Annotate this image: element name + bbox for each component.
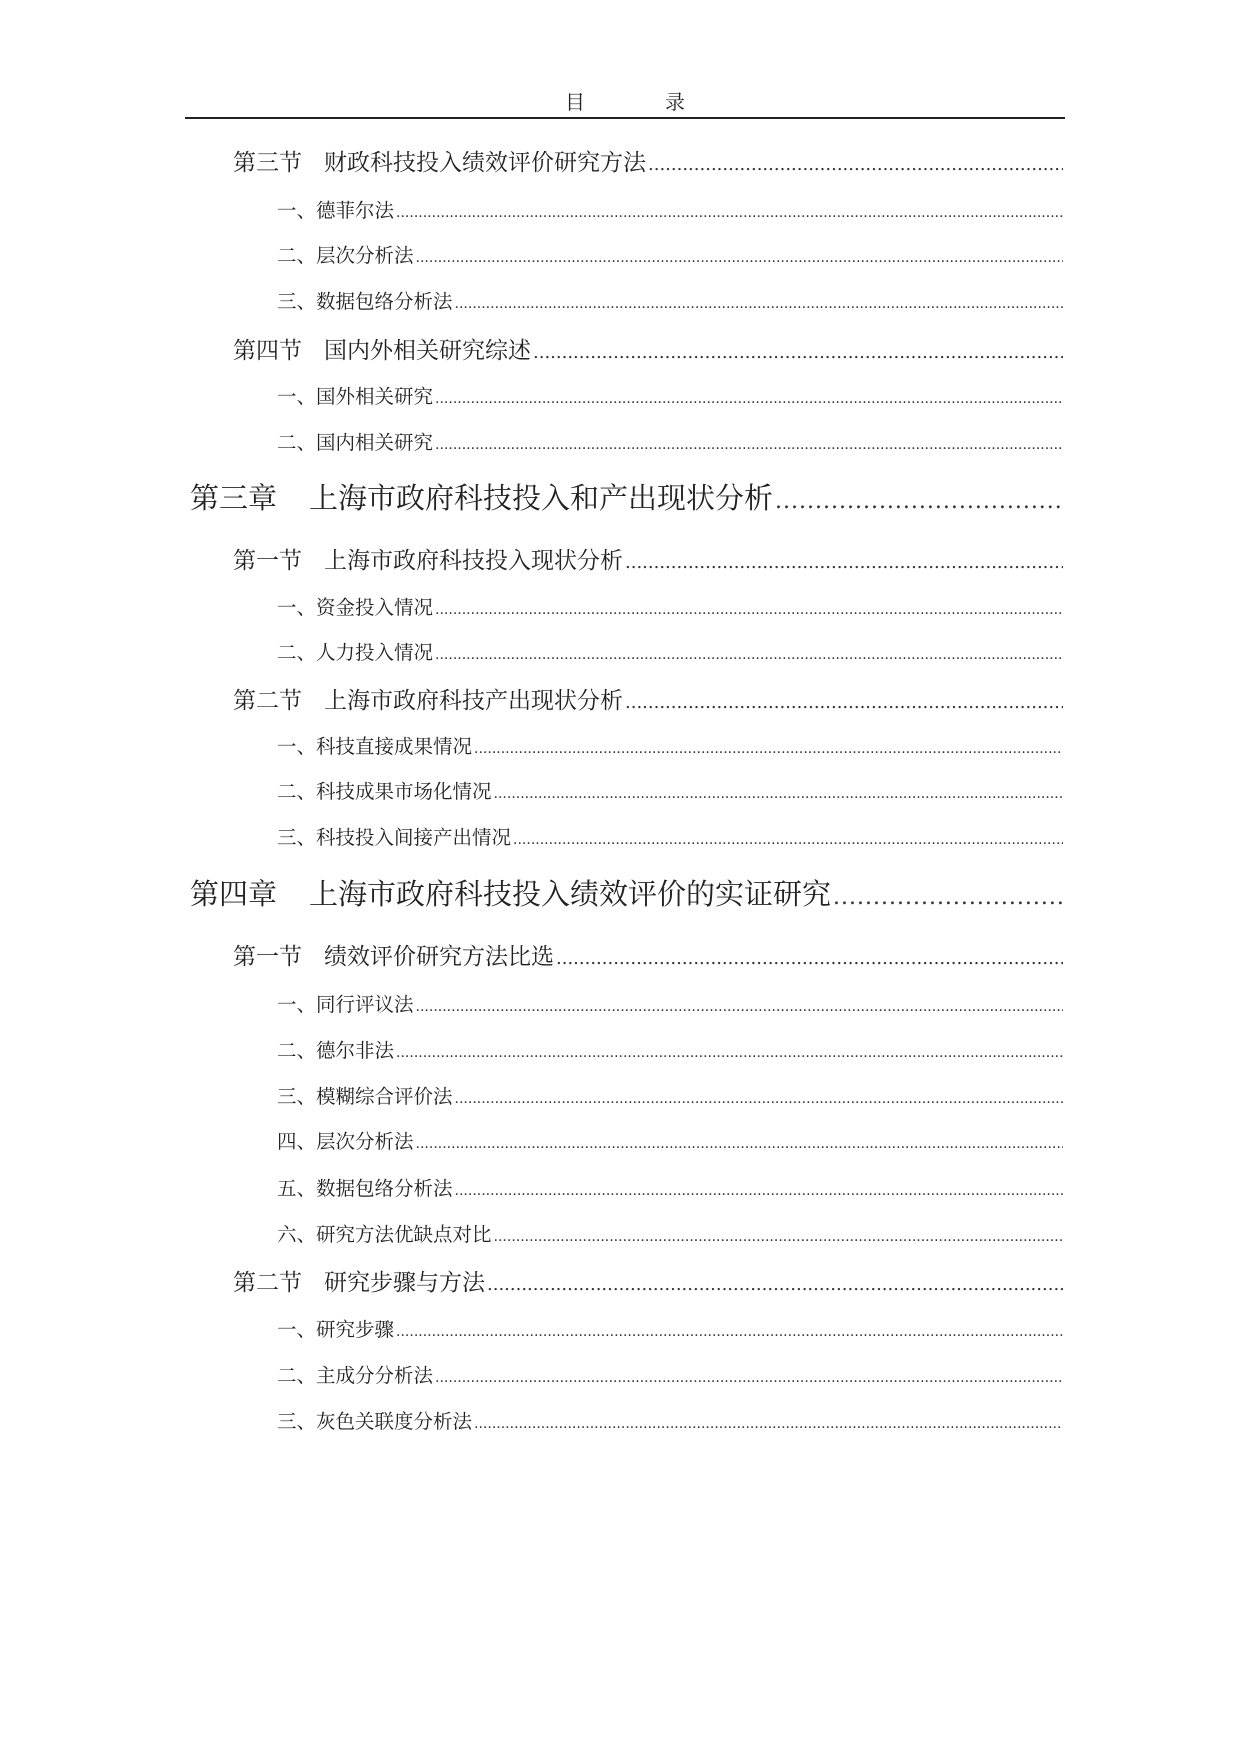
dot-leader: [435, 1370, 1063, 1386]
toc-entry-chapter: [190, 476, 1063, 517]
dot-leader: [396, 1324, 1063, 1340]
toc-entry-title: 五、数据包络分析法: [277, 1177, 453, 1200]
toc-entry-title: 上海市政府科技投入和产出现状分析: [309, 481, 774, 515]
toc-entry-title: 三、灰色关联度分析法: [277, 1410, 473, 1433]
toc-entry-number: 第一节: [233, 944, 302, 970]
toc-entry-sub: [277, 427, 1063, 455]
dot-leader: [416, 1136, 1063, 1152]
dot-leader: [435, 602, 1063, 618]
dot-leader: [435, 647, 1063, 663]
toc-entry-title: 三、模糊综合评价法: [277, 1085, 453, 1108]
toc-entry-title: 六、研究方法优缺点对比: [277, 1223, 492, 1246]
toc-entry-sub: [277, 1406, 1063, 1434]
toc-entry-sub: [277, 381, 1063, 409]
toc-entry-title: 二、人力投入情况: [277, 641, 434, 664]
dot-leader: [775, 489, 1063, 514]
toc-entry-section: [233, 144, 1063, 177]
toc-entry-sub: [277, 1219, 1063, 1247]
dot-leader: [474, 1416, 1063, 1432]
toc-entry-title: 上海市政府科技产出现状分析: [324, 688, 623, 714]
toc-entry-title: 上海市政府科技投入绩效评价的实证研究: [309, 877, 832, 911]
dot-leader: [648, 154, 1063, 175]
toc-entry-number: 第二节: [233, 688, 302, 714]
toc-entry-title: 二、主成分分析法: [277, 1364, 434, 1387]
toc-entry-title: 一、德菲尔法: [277, 199, 395, 222]
dot-leader: [474, 741, 1063, 757]
dot-leader: [833, 885, 1063, 910]
dot-leader: [416, 999, 1063, 1015]
toc-entry-title: 国内外相关研究综述: [324, 338, 531, 364]
toc-entry-title: 二、国内相关研究: [277, 431, 434, 454]
dot-leader: [494, 786, 1063, 802]
dot-leader: [513, 832, 1063, 848]
dot-leader: [435, 391, 1063, 407]
toc-entry-title: 一、国外相关研究: [277, 385, 434, 408]
dot-leader: [416, 250, 1063, 266]
toc-entry-section: [233, 938, 1063, 971]
dot-leader: [396, 205, 1063, 221]
toc-entry-section: [233, 682, 1063, 715]
dot-leader: [435, 437, 1063, 453]
toc-entry-sub: [277, 989, 1063, 1017]
toc-entry-title: 二、层次分析法: [277, 244, 414, 267]
toc-entry-title: 二、德尔非法: [277, 1039, 395, 1062]
toc-entry-number: 第二节: [233, 1270, 302, 1296]
dot-leader: [625, 552, 1063, 573]
toc-entry-section: [233, 332, 1063, 365]
dot-leader: [556, 948, 1063, 969]
toc-entry-sub: [277, 731, 1063, 759]
dot-leader: [533, 342, 1063, 363]
toc-entry-sub: [277, 1081, 1063, 1109]
toc-entry-title: 上海市政府科技投入现状分析: [324, 548, 623, 574]
dot-leader: [494, 1229, 1063, 1245]
dot-leader: [455, 296, 1063, 312]
toc-entry-title: 一、科技直接成果情况: [277, 735, 473, 758]
toc-entry-sub: [277, 240, 1063, 268]
toc-entry-sub: [277, 286, 1063, 314]
toc-entry-number: 第一节: [233, 548, 302, 574]
toc-entry-title: 一、研究步骤: [277, 1318, 395, 1341]
toc-entry-sub: [277, 1126, 1063, 1154]
toc-entry-sub: [277, 195, 1063, 223]
toc-entry-title: 一、资金投入情况: [277, 596, 434, 619]
toc-entry-section: [233, 1264, 1063, 1297]
dot-leader: [455, 1091, 1063, 1107]
toc-entry-title: 研究步骤与方法: [324, 1270, 485, 1296]
toc-entry-chapter: [190, 872, 1063, 913]
toc-entry-sub: [277, 776, 1063, 804]
dot-leader: [625, 692, 1063, 713]
toc-entry-number: 第四章: [190, 877, 278, 911]
toc-entry-sub: [277, 1035, 1063, 1063]
toc-entry-number: 第三节: [233, 150, 302, 176]
toc-entry-title: 绩效评价研究方法比选: [324, 944, 554, 970]
dot-leader: [455, 1183, 1063, 1199]
toc-entry-sub: [277, 637, 1063, 665]
toc-entry-sub: [277, 1173, 1063, 1201]
toc-entry-number: 第四节: [233, 338, 302, 364]
toc-entry-title: 二、科技成果市场化情况: [277, 780, 492, 803]
toc-entry-title: 财政科技投入绩效评价研究方法: [324, 150, 646, 176]
toc-entry-title: 三、科技投入间接产出情况: [277, 826, 512, 849]
toc-entry-sub: [277, 822, 1063, 850]
toc-entry-title: 一、同行评议法: [277, 993, 414, 1016]
toc-entry-section: [233, 542, 1063, 575]
dot-leader: [396, 1045, 1063, 1061]
toc-entry-sub: [277, 1360, 1063, 1388]
toc-entry-title: 四、层次分析法: [277, 1130, 414, 1153]
page-header-title: 目 录: [565, 90, 715, 114]
toc-entry-number: 第三章: [190, 481, 278, 515]
dot-leader: [487, 1274, 1063, 1295]
toc-entry-sub: [277, 1314, 1063, 1342]
toc-entry-sub: [277, 592, 1063, 620]
toc-entry-title: 三、数据包络分析法: [277, 290, 453, 313]
